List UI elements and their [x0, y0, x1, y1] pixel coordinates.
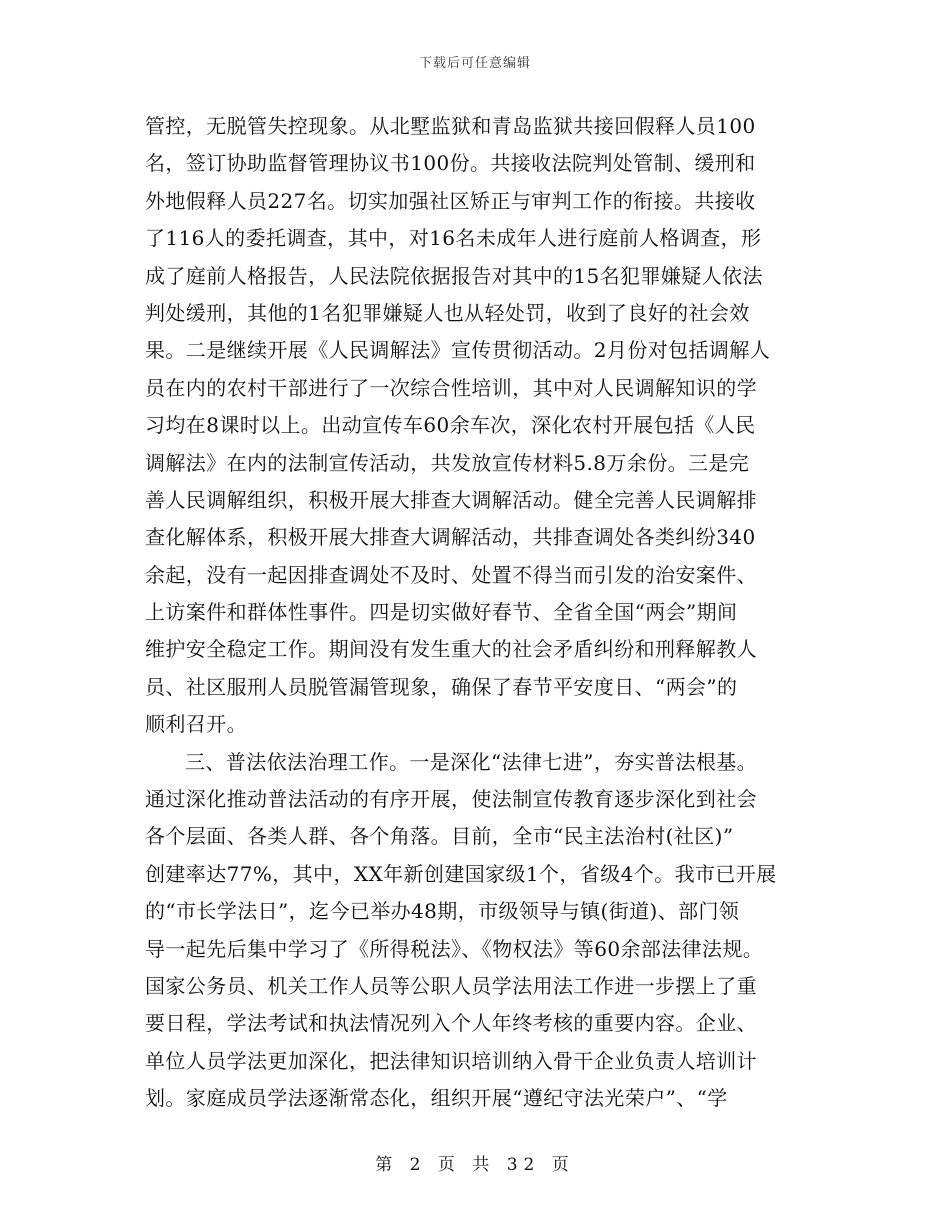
text-line: 维护安全稳定工作。期间没有发生重大的社会矛盾纠纷和刑释解教人 — [145, 637, 757, 662]
text-line: 导一起先后集中学习了《所得税法》、《物权法》等60余部法律法规。 — [145, 936, 764, 961]
text-line: 单位人员学法更加深化，把法律知识培训纳入骨干企业负责人培训计 — [145, 1048, 757, 1073]
text-line: 创建率达77%，其中，XX年新创建国家级1个，省级4个。我市已开展 — [145, 861, 777, 886]
text-line: 员在内的农村干部进行了一次综合性培训，其中对人民调解知识的学 — [145, 375, 757, 400]
text-line: 了116人的委托调查，其中，对16名未成年人进行庭前人格调查，形 — [145, 226, 762, 251]
text-line: 顺利召开。 — [145, 712, 247, 737]
text-line: 习均在8课时以上。出动宣传车60余车次，深化农村开展包括《人民 — [145, 413, 756, 438]
page-header: 下载后可任意编辑 — [418, 56, 531, 71]
text-line: 查化解体系，积极开展大排查大调解活动，共排查调处各类纠纷340 — [145, 525, 756, 550]
text-line: 成了庭前人格报告，人民法院依据报告对其中的15名犯罪嫌疑人依法 — [145, 263, 763, 288]
text-line: 善人民调解组织，积极开展大排查大调解活动。健全完善人民调解排 — [145, 487, 757, 512]
section-heading-line: 三、普法依法治理工作。一是深化“法律七进”，夯实普法根基。 — [185, 749, 758, 774]
text-line: 国家公务员、机关工作人员等公职人员学法用法工作进一步摆上了重 — [145, 973, 757, 998]
text-line: 的“市长学法日”，迄今已举办48期，市级领导与镇(街道)、部门领 — [145, 899, 740, 924]
text-line: 通过深化推动普法活动的有序开展，使法制宣传教育逐步深化到社会 — [145, 787, 757, 812]
text-line: 余起，没有一起因排查调处不及时、处置不得当而引发的治安案件、 — [145, 562, 757, 587]
text-line: 要日程，学法考试和执法情况列入个人年终考核的重要内容。企业、 — [145, 1011, 757, 1036]
text-line: 上访案件和群体性事件。四是切实做好春节、全省全国“两会”期间 — [145, 600, 738, 625]
text-line: 各个层面、各类人群、各个角落。目前，全市“民主法治村(社区)” — [145, 824, 734, 849]
page-footer: 第 2 页 共 32 页 — [375, 1155, 575, 1175]
text-line: 名，签订协助监督管理协议书100份。共接收法院判处管制、缓刑和 — [145, 151, 756, 176]
text-line: 员、社区服刑人员脱管漏管现象，确保了春节平安度日、“两会”的 — [145, 674, 738, 699]
text-line: 果。二是继续开展《人民调解法》宣传贯彻活动。2月份对包括调解人 — [145, 338, 771, 363]
text-line: 调解法》在内的法制宣传活动，共发放宣传材料5.8万余份。三是完 — [145, 450, 750, 475]
text-line: 判处缓刑，其他的1名犯罪嫌疑人也从轻处罚，收到了良好的社会效 — [145, 300, 750, 325]
text-line: 划。家庭成员学法逐渐常态化，组织开展“遵纪守法光荣户”、“学 — [145, 1086, 728, 1111]
text-line: 外地假释人员227名。切实加强社区矫正与审判工作的衔接。共接收 — [145, 188, 756, 213]
document-body — [145, 108, 825, 1118]
text-line: 管控，无脱管失控现象。从北墅监狱和青岛监狱共接回假释人员100 — [145, 114, 756, 138]
